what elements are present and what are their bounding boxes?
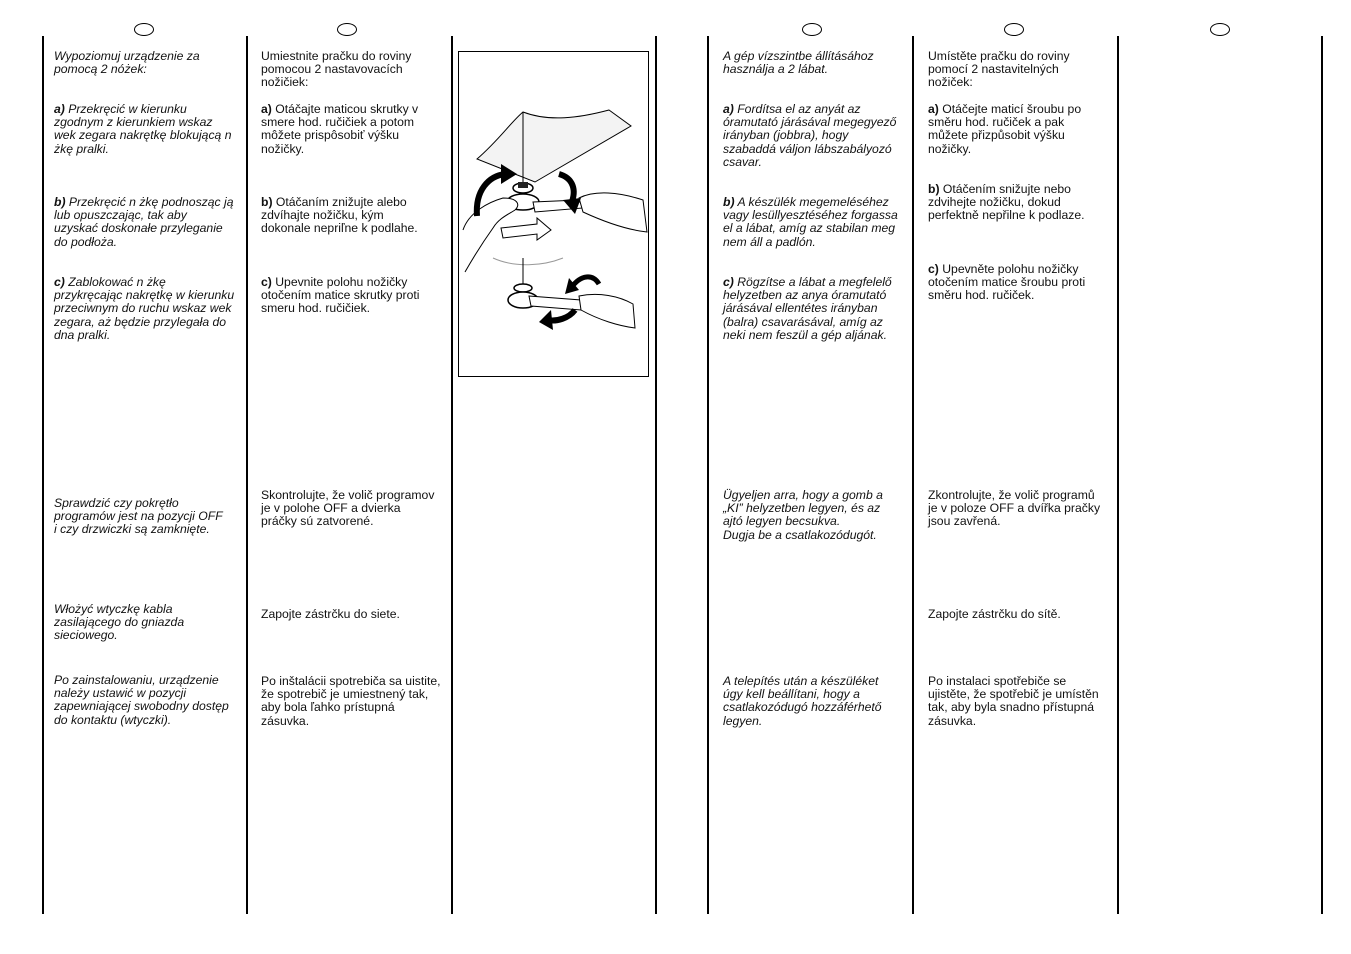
hu-check-text: Ügyeljen arra, hogy a gomb a „KI” helyzetben legyen, és az ajtó legyen becsukva. xyxy=(723,488,883,529)
column-divider xyxy=(1321,36,1323,914)
column-divider xyxy=(707,36,709,914)
sk-step-b xyxy=(261,196,436,236)
sk-after: Po inštalácii spotrebiča sa uistite, že spotrebič je umiestnený tak, aby bola ľahko prístupná zásuvka. xyxy=(261,674,441,728)
column-divider xyxy=(42,36,44,914)
language-oval-icon xyxy=(1210,23,1230,36)
step-label: b) xyxy=(928,182,940,196)
step-text: Rögzítse a lábat a megfelelő helyzetben az anya óramutató járásával ellentétes irányban (balra) csavarásával, amíg az neki nem feszül a gép aljának. xyxy=(723,275,892,342)
cz-intro: Umístěte pračku do roviny pomocí 2 nastavitelných nožiček: xyxy=(928,49,1070,90)
step-label: c) xyxy=(928,262,939,276)
column-divider xyxy=(655,36,657,914)
step-text: Przekręcić w kierunku zgodnym z kierunkiem wskaz wek zegara nakrętkę blokującą n żkę pralki. xyxy=(54,102,232,156)
step-label: c) xyxy=(54,275,65,289)
step-text: Fordítsa el az anyát az óramutató járásával megegyező irányban (jobbra), hogy szabaddá váljon lábszabályozó csavar. xyxy=(723,102,897,169)
step-label: b) xyxy=(54,195,66,209)
step-label: c) xyxy=(261,275,272,289)
hu-step-b xyxy=(723,196,903,249)
hu-after: A telepítés után a készüléket úgy kell beállítani, hogy a csatlakozódugó hozzáférhető legyen. xyxy=(723,674,882,728)
hu-step-c xyxy=(723,276,905,342)
pl-step-c xyxy=(54,276,236,342)
sk-intro: Umiestnite pračku do roviny pomocou 2 nastavovacích nožičiek: xyxy=(261,49,412,90)
language-oval-icon xyxy=(802,23,822,36)
column-divider xyxy=(451,36,453,914)
cz-plug: Zapojte zástrčku do sítě. xyxy=(928,607,1061,621)
pl-intro: Wypoziomuj urządzenie za pomocą 2 nóżek: xyxy=(54,49,200,77)
step-label: c) xyxy=(723,275,734,289)
step-text: Otáčejte maticí šroubu po směru hod. ručiček a pak můžete přizpůsobit výšku nožičky. xyxy=(928,102,1082,156)
cz-step-a xyxy=(928,103,1100,156)
step-text: Otáčajte maticou skrutky v smere hod. ručičiek a potom môžete prispôsobiť výšku nožičky. xyxy=(261,102,419,156)
step-text: Przekręcić n żkę podnosząc ją lub opuszczając, tak aby uzyskać doskonałe przyleganie do podłoża. xyxy=(54,195,234,249)
step-label: a) xyxy=(54,102,65,116)
sk-check: Skontrolujte, že volič programov je v polohe OFF a dvierka práčky sú zatvorené. xyxy=(261,488,435,529)
language-oval-icon xyxy=(134,23,154,36)
step-text: Upevnite polohu nožičky otočením matice skrutky proti smeru hod. ručičiek. xyxy=(261,275,420,316)
leveling-foot-wrench-illustration xyxy=(459,52,648,376)
sk-step-c xyxy=(261,276,436,316)
pl-check: Sprawdzić czy pokrętło programów jest na pozycji OFF i czy drzwiczki są zamknięte. xyxy=(54,496,223,537)
language-oval-icon xyxy=(1004,23,1024,36)
step-text: Otáčaním znižujte alebo zdvíhajte nožičku, kým dokonale nepriľne k podlahe. xyxy=(261,195,418,236)
step-label: b) xyxy=(723,195,735,209)
illustration-frame xyxy=(458,51,649,377)
hu-plug-text: Dugja be a csatlakozódugót. xyxy=(723,527,877,542)
cz-step-b xyxy=(928,183,1100,223)
sk-step-a xyxy=(261,103,436,156)
step-text: A készülék megemeléséhez vagy lesüllyesztéséhez forgassa el a lábat, amíg az stabilan meg nem áll a padlón. xyxy=(723,195,898,249)
pl-step-b xyxy=(54,196,234,249)
step-label: a) xyxy=(723,102,734,116)
sk-plug: Zapojte zástrčku do siete. xyxy=(261,607,400,621)
step-label: b) xyxy=(261,195,273,209)
column-divider xyxy=(246,36,248,914)
step-text: Upevněte polohu nožičky otočením matice šroubu proti směru hod. ručiček. xyxy=(928,262,1086,303)
step-label: a) xyxy=(928,102,939,116)
hu-check xyxy=(723,489,903,542)
step-text: Zablokować n żkę przykręcając nakrętkę w kierunku przeciwnym do ruchu wskaz wek zegara, aż będzie przylegała do dna pralki. xyxy=(54,275,235,342)
hu-step-a xyxy=(723,103,903,169)
language-oval-icon xyxy=(337,23,357,36)
pl-step-a xyxy=(54,103,236,156)
column-divider xyxy=(912,36,914,914)
step-label: a) xyxy=(261,102,272,116)
pl-plug: Włożyć wtyczkę kabla zasilającego do gniazda sieciowego. xyxy=(54,602,185,643)
cz-check: Zkontrolujte, že volič programů je v poloze OFF a dvířka pračky jsou zavřená. xyxy=(928,488,1101,529)
step-text: Otáčením snižujte nebo zdvihejte nožičku, dokud perfektně nepřilne k podlaze. xyxy=(928,182,1085,223)
hu-intro: A gép vízszintbe állításához használja a 2 lábat. xyxy=(723,49,874,77)
pl-after: Po zainstalowaniu, urządzenie należy ustawić w pozycji zapewniającej swobodny dostęp do kontaktu (wtyczki). xyxy=(54,673,229,727)
cz-step-c xyxy=(928,263,1108,303)
cz-after: Po instalaci spotřebiče se ujistěte, že spotřebič je umístěn tak, aby byla snadno přístupná zásuvka. xyxy=(928,674,1099,728)
column-divider xyxy=(1117,36,1119,914)
